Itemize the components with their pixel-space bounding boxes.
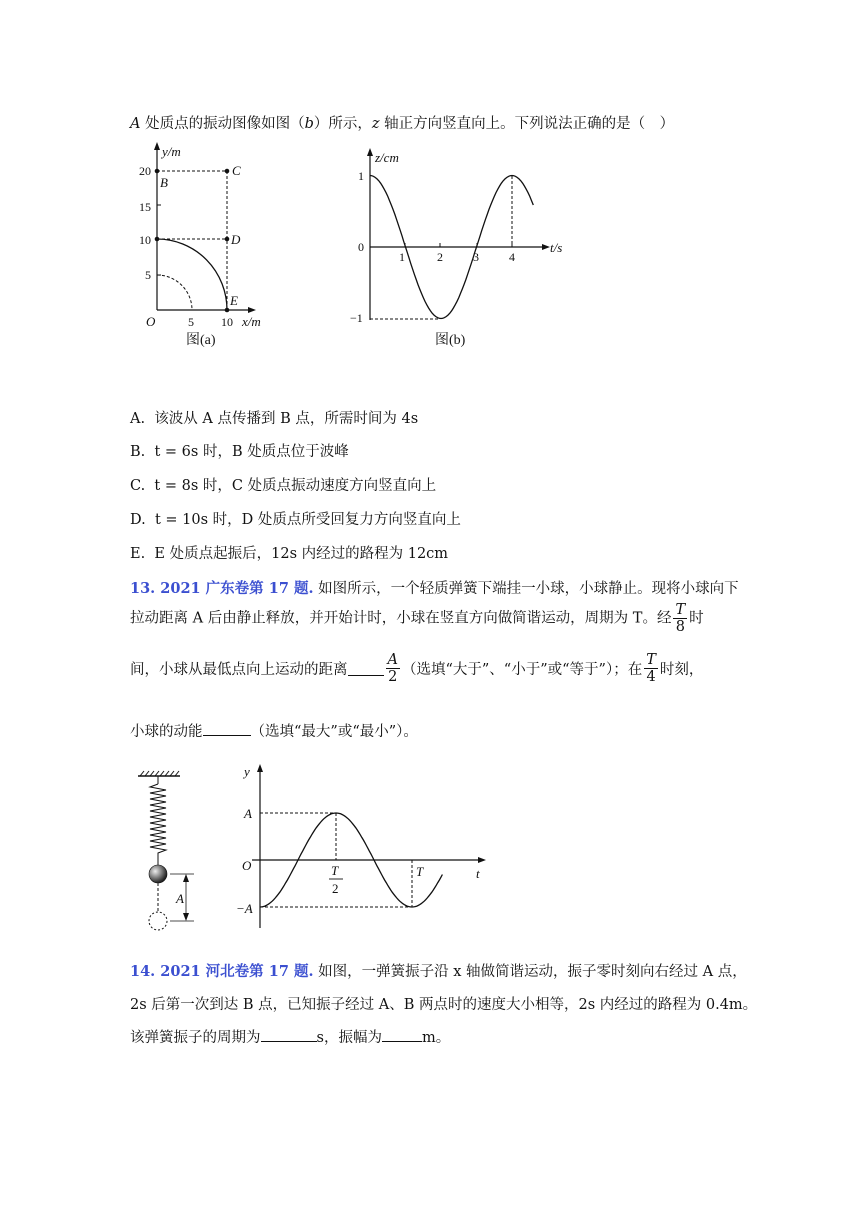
fig-a-x-label: x/m: [242, 314, 261, 329]
fig-a-xtick: 5: [188, 315, 194, 329]
q14-line3: 该弹簧振子的周期为 s，振幅为 m。: [130, 1026, 450, 1047]
option-a[interactable]: A. 该波从 A 点传播到 B 点，所需时间为 4s: [130, 411, 419, 427]
fig-a-caption: 图(a): [186, 333, 216, 348]
fig-b-xtick: 1: [399, 250, 405, 264]
point-E: E: [230, 293, 238, 308]
fig-c-ytick-minus-A: −A: [236, 901, 253, 916]
fig-c-ytick-A: A: [244, 806, 252, 821]
figure-b: [350, 140, 580, 350]
fig-a-ytick: 20: [139, 164, 151, 178]
option-b[interactable]: B. t = 6s 时，B 处质点位于波峰: [130, 444, 349, 460]
point-B: B: [160, 175, 168, 190]
blank-1[interactable]: [348, 661, 384, 676]
blank-period[interactable]: [261, 1027, 317, 1042]
fig-c-xtick-half-d: 2: [332, 881, 339, 896]
spring-coil: [150, 784, 166, 866]
fig-c-y-label: y: [244, 764, 250, 779]
fraction-T-4: $\frac{T}{4}$: [646, 652, 656, 685]
option-e[interactable]: E. E 处质点起振后，12s 内经过的路程为 12cm: [130, 546, 449, 562]
q13-line1: 13. 2021 广东卷第 17 题. 如图所示，一个轻质弹簧下端挂一小球，小球静止。现将小球向下: [130, 580, 739, 597]
fraction-T-8: $\frac{T}{8}$: [675, 602, 686, 635]
fig-b-xtick: 3: [473, 250, 479, 264]
q13-heading: 13. 2021 广东卷第 17 题.: [130, 580, 314, 597]
figure-a: [130, 140, 290, 350]
fig-b-ytick: 0: [358, 240, 364, 254]
question-intro: A 处质点的振动图像如图（b）所示，z 轴正方向竖直向上。下列说法正确的是（ ）: [130, 116, 675, 132]
ball: [149, 865, 167, 883]
fig-b-xtick: 4: [509, 250, 515, 264]
fig-b-y-label: z/cm: [375, 150, 399, 165]
fig-a-ytick: 15: [139, 200, 151, 214]
point-D: D: [231, 232, 241, 247]
fig-b-ytick: 1: [358, 169, 364, 183]
fig-a-origin: O: [146, 314, 156, 329]
spring-figure: [130, 770, 210, 950]
q13-line3: 间，小球从最低点向上运动的距离 $\frac{A}{2}$ （选填“大于”、“小于”或“等于”）；在 $\frac{T}{4}$ 时刻，: [130, 652, 704, 685]
fig-a-ytick: 10: [139, 233, 151, 247]
q14-line1: 14. 2021 河北卷第 17 题. 如图，一弹簧振子沿 x 轴做简谐运动，振子零时刻向右经过 A 点，: [130, 963, 747, 980]
fig-a-xtick: 10: [221, 315, 233, 329]
spring-A-label: A: [176, 891, 184, 906]
fig-c-xtick-T: T: [416, 864, 424, 879]
figure-yt: [232, 760, 502, 940]
fig-b-caption: 图(b): [435, 333, 466, 348]
q13-line2: 拉动距离 A 后由静止释放，并开始计时，小球在竖直方向做简谐运动，周期为 T。经 $\frac{T}{8}$ 时: [130, 602, 704, 635]
blank-amplitude[interactable]: [382, 1027, 422, 1042]
q14-heading: 14. 2021 河北卷第 17 题.: [130, 963, 314, 980]
fig-c-x-label: t: [476, 866, 480, 881]
fig-a-y-label: y/m: [162, 144, 181, 159]
q13-line4: 小球的动能 （选填“最大”或“最小”）。: [130, 720, 418, 741]
ball-lowest-position: [149, 912, 167, 930]
fig-c-xtick-half-n: T: [331, 863, 339, 878]
option-d[interactable]: D. t = 10s 时，D 处质点所受回复力方向竖直向上: [130, 512, 461, 528]
fig-b-x-label: t/s: [550, 240, 563, 255]
q14-line2: 2s 后第一次到达 B 点，已知振子经过 A、B 两点时的速度大小相等，2s 内经过的路程为 0.4m。: [130, 997, 758, 1013]
option-c[interactable]: C. t = 8s 时，C 处质点振动速度方向竖直向上: [130, 478, 437, 494]
fig-a-ytick: 5: [145, 268, 151, 282]
fig-b-xtick: 2: [437, 250, 443, 264]
point-C: C: [232, 163, 241, 178]
fig-c-origin: O: [242, 858, 252, 873]
blank-2[interactable]: [203, 721, 251, 736]
fig-b-ytick: −1: [350, 311, 363, 325]
fraction-A-2: $\frac{A}{2}$: [387, 652, 398, 685]
